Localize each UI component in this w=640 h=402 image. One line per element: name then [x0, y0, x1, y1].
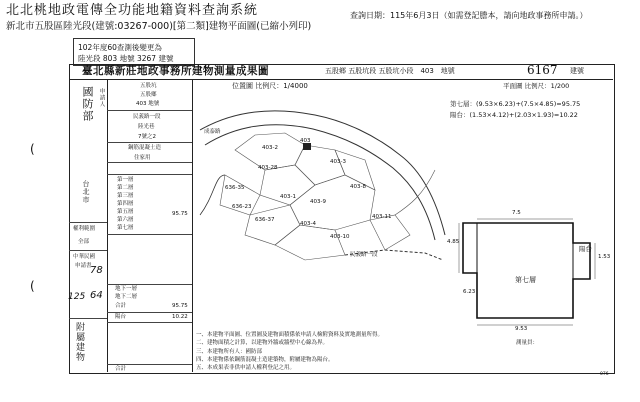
note-line: 三、本建物所有人：國防部 — [196, 348, 263, 355]
dim-left: 4.85 — [447, 239, 460, 245]
total-area: 95.75 — [172, 303, 188, 309]
remark-box — [73, 38, 195, 66]
applicant-label: 申請人 — [98, 88, 105, 108]
rights-label: 權利範圍 — [73, 226, 96, 232]
road-label: 成泰路 — [204, 129, 221, 135]
row-divider — [107, 364, 192, 365]
cell-township: 五股鄉 — [140, 92, 157, 98]
parcel-label: 403-1 — [280, 194, 296, 200]
floor-7-area: 95.75 — [172, 211, 188, 217]
date-label: 中華民國 — [73, 254, 96, 260]
remark-line-2: 陸光段 803 地號 3267 建號 — [78, 54, 174, 63]
margin-mark: ( — [30, 279, 35, 293]
floor-2-label: 第二層 — [117, 185, 134, 191]
parcel-label: 403-10 — [330, 234, 350, 240]
survey-notes — [196, 331, 496, 372]
dim-bottom: 9.53 — [515, 326, 528, 332]
parcel-label: 636-23 — [232, 204, 252, 210]
cell-structure: 鋼筋混凝土造 — [128, 145, 162, 151]
row-divider — [107, 142, 192, 143]
dim-right: 1.53 — [598, 254, 611, 260]
row-divider — [107, 312, 192, 313]
cell-location: 五股坑 — [140, 83, 157, 89]
building-number: 6167 — [527, 63, 558, 77]
surveyor-label: 測量員： — [516, 340, 539, 346]
parcel-label: 403-4 — [300, 221, 316, 227]
application-label: 申請書 — [75, 263, 92, 269]
row-divider — [107, 162, 192, 163]
row-divider — [69, 222, 107, 223]
cell-road: 民義路一段 — [133, 114, 161, 120]
parcel-label: 403-28 — [258, 165, 278, 171]
floor-area-calc: 第七層：(9.53×6.23)+(7.5×4.85)=95.75 — [450, 100, 581, 108]
road-label: 民義路一段 — [350, 252, 378, 258]
plan-caption: 平面圖 比例尺：1/200 — [503, 82, 570, 90]
cell-use: 住家用 — [134, 155, 151, 161]
cell-parcel: 403 地號 — [136, 101, 160, 107]
rights-value: 全部 — [78, 239, 90, 245]
building-suffix: 建號 — [570, 67, 584, 75]
cell-number: 7號之2 — [138, 134, 156, 140]
parcel-label: 403-11 — [372, 214, 392, 220]
row-divider — [107, 322, 192, 323]
remark-line-1: 102年度60查測後變更為 — [78, 43, 162, 52]
row-divider — [69, 250, 107, 251]
note-line: 五、本成果表非供申請人權利登記之用。 — [196, 365, 296, 371]
parcel-label: 403-3 — [330, 159, 346, 165]
floor-plan-label: 第七層 — [515, 276, 536, 284]
dim-top: 7.5 — [512, 210, 521, 216]
query-date: 查詢日期：115年6月3日（如需登記謄本，請向地政事務所申請。） — [350, 11, 588, 20]
handwritten-number: 125 — [68, 292, 86, 302]
system-title: 北北桃地政電傳全功能地籍資料查詢系統 — [6, 3, 259, 18]
floor-7-label: 第七層 — [117, 225, 134, 231]
row-divider — [107, 284, 192, 285]
handwritten-number: 78 — [90, 265, 103, 276]
cell-lane: 陸光巷 — [138, 124, 155, 130]
margin-mark: ( — [30, 142, 35, 156]
basement-2-label: 地下二層 — [115, 294, 138, 300]
row-divider — [107, 234, 192, 235]
location-map-caption: 位置圖 比例尺：1/4000 — [232, 82, 308, 90]
page-code: 076 — [600, 372, 609, 377]
parcel-label: 403-9 — [310, 199, 326, 205]
row-divider — [69, 318, 107, 319]
document-subtitle: 新北市五股區陸光段(建號:03267-000)[第二類]建物平面圖(已縮小列印) — [6, 21, 312, 32]
floor-3-label: 第三層 — [117, 193, 134, 199]
note-line: 四、本建物係依鋼筋混凝土造建築物，附屬建物為陽台。 — [196, 356, 334, 363]
attached-building-label: 附屬建物 — [74, 322, 84, 362]
row-divider — [107, 110, 192, 111]
balcony-area: 10.22 — [172, 314, 188, 320]
total-label-bottom: 合計 — [115, 366, 127, 372]
sheet-title: 臺北縣新莊地政事務所建物測量成果圖 — [82, 65, 269, 77]
floor-6-label: 第六層 — [117, 217, 134, 223]
basement-1-label: 地下一層 — [115, 286, 138, 292]
parcel-label: 403-2 — [262, 145, 278, 151]
floor-4-label: 第四層 — [117, 201, 134, 207]
sheet-location: 五股鄉 五股坑段 五股坑小段 403 地號 — [325, 67, 455, 75]
parcel-label: 636-37 — [255, 217, 275, 223]
parcel-label: 403-8 — [350, 184, 366, 190]
balcony-plan-label: 陽台 — [579, 245, 592, 253]
floor-5-label: 第五層 — [117, 209, 134, 215]
dim-mid: 6.23 — [463, 289, 476, 295]
total-label: 合計 — [115, 303, 127, 309]
owner-city: 台北市 — [82, 180, 90, 204]
owner-name: 國防部 — [81, 86, 94, 122]
location-map — [195, 95, 450, 270]
handwritten-number: 64 — [90, 290, 103, 301]
parcel-label: 403 — [300, 138, 311, 144]
parcel-label: 636-35 — [225, 185, 245, 191]
row-divider — [107, 174, 192, 175]
floor-1-label: 第一層 — [117, 177, 134, 183]
balcony-label: 陽台 — [115, 314, 127, 320]
note-line: 二、建物面積之計算，以建物外牆或牆壁中心線為界。 — [196, 340, 329, 347]
balcony-area-calc: 陽台：(1.53×4.12)+(2.03×1.93)=10.22 — [450, 111, 578, 119]
note-line: 一、本建物平面圖、位置圖及建物面積係依申請人檢附資料及實地測量所得。 — [196, 332, 384, 338]
